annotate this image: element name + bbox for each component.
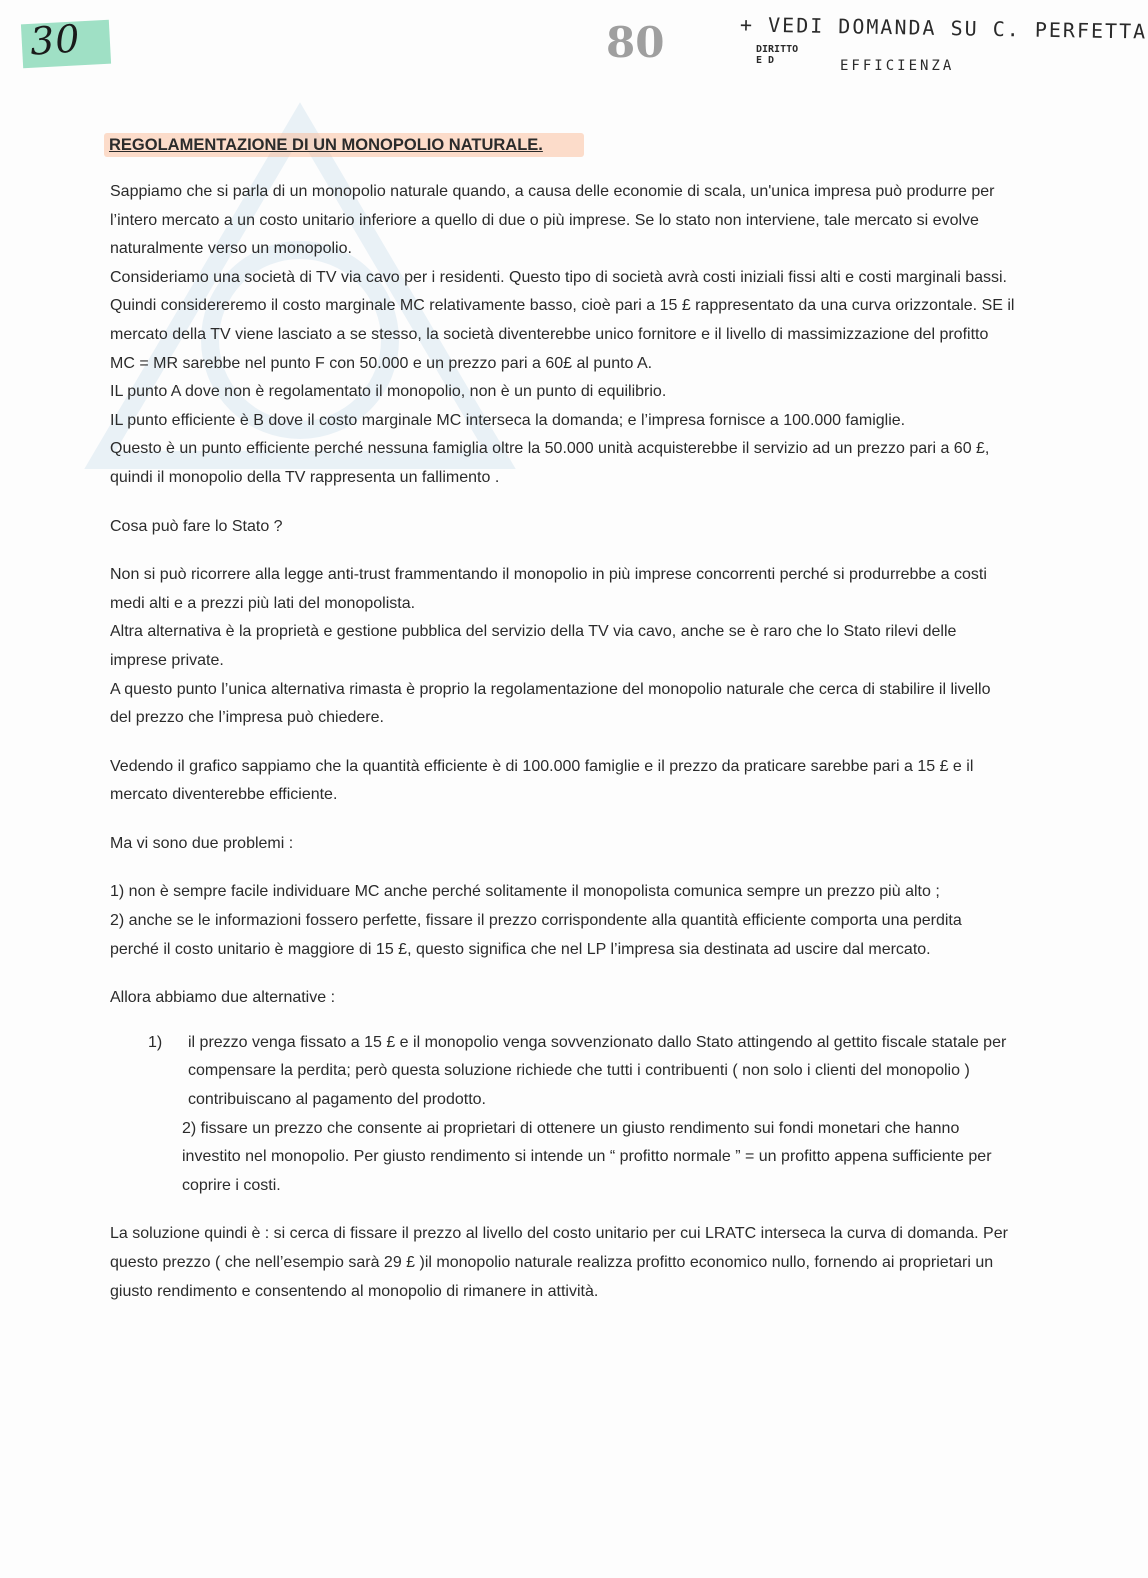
list-item-alternative-2: 2) fissare un prezzo che consente ai proprietari di ottenere un giusto rendimento sui fondi monetari che hanno investito nel monopolio. Per giusto rendimento si intende un “ profitto normale ” = un profitto appena sufficiente per coprire i costi. — [182, 1119, 992, 1194]
paragraph-problem-2: 2) anche se le informazioni fossero perfette, fissare il prezzo corrispondente alla quantità efficiente comporta una perdita perché il costo unitario è maggiore di 15 £, questo significa che nel LP l’impresa sia destinata ad uscire dal mercato. — [110, 912, 962, 958]
paragraph-point-b: IL punto efficiente è B dove il costo marginale MC interseca la domanda; e l’impresa fornisce a 100.000 famiglie. — [110, 411, 906, 429]
paragraph-point-a: IL punto A dove non è regolamentato il monopolio, non è un punto di equilibrio. — [110, 383, 667, 401]
paragraph-efficiency: Questo è un punto efficiente perché nessuna famiglia oltre la 50.000 unità acquisterebbe il servizio ad un prezzo pari a 60 £, quindi il monopolio della TV rappresenta un fallimento . — [110, 440, 990, 486]
list-item-alternative-1 — [110, 1029, 1015, 1115]
paragraph-intro: Sappiamo che si parla di un monopolio naturale quando, a causa delle economie di scala, un'unica impresa può produrre per l’intero mercato a un costo unitario inferiore a quello di due o più imprese. Se lo stato non interviene, tale mercato si evolve naturalmente verso un monopolio. — [110, 183, 995, 258]
handwritten-page-number: 30 — [28, 16, 82, 64]
paragraph-regulation: A questo punto l’unica alternativa rimasta è proprio la regolamentazione del monopolio naturale che cerca di stabilire il livello del prezzo che l’impresa può chiedere. — [110, 680, 991, 727]
paragraph-antitrust: Non si può ricorrere alla legge anti-trust frammentando il monopolio in più imprese concorrenti perché si produrrebbe a costi medi alti e a prezzi più lati del monopolista. — [110, 566, 987, 612]
paragraph-tv-example: Consideriamo una società di TV via cavo per i residenti. Questo tipo di società avrà costi iniziali fissi alti e costi marginali bassi. Quindi considereremo il costo marginale MC relativamente basso, cioè pari a 15 £ rappresentato da una curva orizzontale. SE il mercato della TV viene lasciato a se stesso, la società diventerebbe unico fornitore e il livello di massimizzazione del profitto MC = MR sarebbe nel punto F con 50.000 e un prezzo pari a 60£ al punto A. — [110, 268, 1015, 372]
paragraph-public-ownership: Altra alternativa è la proprietà e gestione pubblica del servizio della TV via cavo, anche se è raro che lo Stato rilevi delle imprese private. — [110, 623, 957, 669]
handwritten-note-line2b: E D — [756, 55, 775, 66]
handwritten-note-line3: EFFICIENZA — [840, 58, 955, 74]
list-number: 1) — [148, 1033, 163, 1051]
paragraph-problem-1: 1) non è sempre facile individuare MC anche perché solitamente il monopolista comunica sempre un prezzo più alto ; — [110, 883, 940, 901]
paragraph-graph: Vedendo il grafico sappiamo che la quantità efficiente è di 100.000 famiglie e il prezzo da praticare sarebbe pari a 15 £ e il mercato diventerebbe efficiente. — [110, 757, 974, 804]
body-text — [110, 178, 1015, 1306]
handwritten-note-line2 — [756, 44, 798, 66]
handwritten-note — [739, 10, 1148, 80]
paragraph-solution: La soluzione quindi è : si cerca di fissare il prezzo al livello del costo unitario per cui LRATC interseca la curva di domanda. Per questo prezzo ( che nell’esempio sarà 29 £ )il monopolio naturale realizza profitto economico nullo, fornendo ai proprietari un giusto rendimento e consentendo al monopolio di rimanere in attività. — [110, 1225, 1008, 1300]
page-title: REGOLAMENTAZIONE DI UN MONOPOLIO NATURALE. — [109, 136, 543, 154]
handwritten-note-line1: + VEDI DOMANDA SU C. PERFETTA — [739, 12, 1148, 44]
list-text: il prezzo venga fissato a 15 £ e il monopolio venga sovvenzionato dallo Stato attingendo al gettito fiscale statale per compensare la perdita; però questa soluzione richiede che tutti i contribuenti ( non solo i clienti del monopolio ) contribuiscano al pagamento del prodotto. — [188, 1033, 1007, 1109]
paragraph-two-problems: Ma vi sono due problemi : — [110, 834, 294, 852]
handwritten-note-line2a: DIRITTO — [756, 44, 799, 55]
paragraph-two-alternatives: Allora abbiamo due alternative : — [110, 989, 336, 1007]
paragraph-question: Cosa può fare lo Stato ? — [110, 517, 283, 535]
stamp-number: 80 — [606, 18, 665, 67]
